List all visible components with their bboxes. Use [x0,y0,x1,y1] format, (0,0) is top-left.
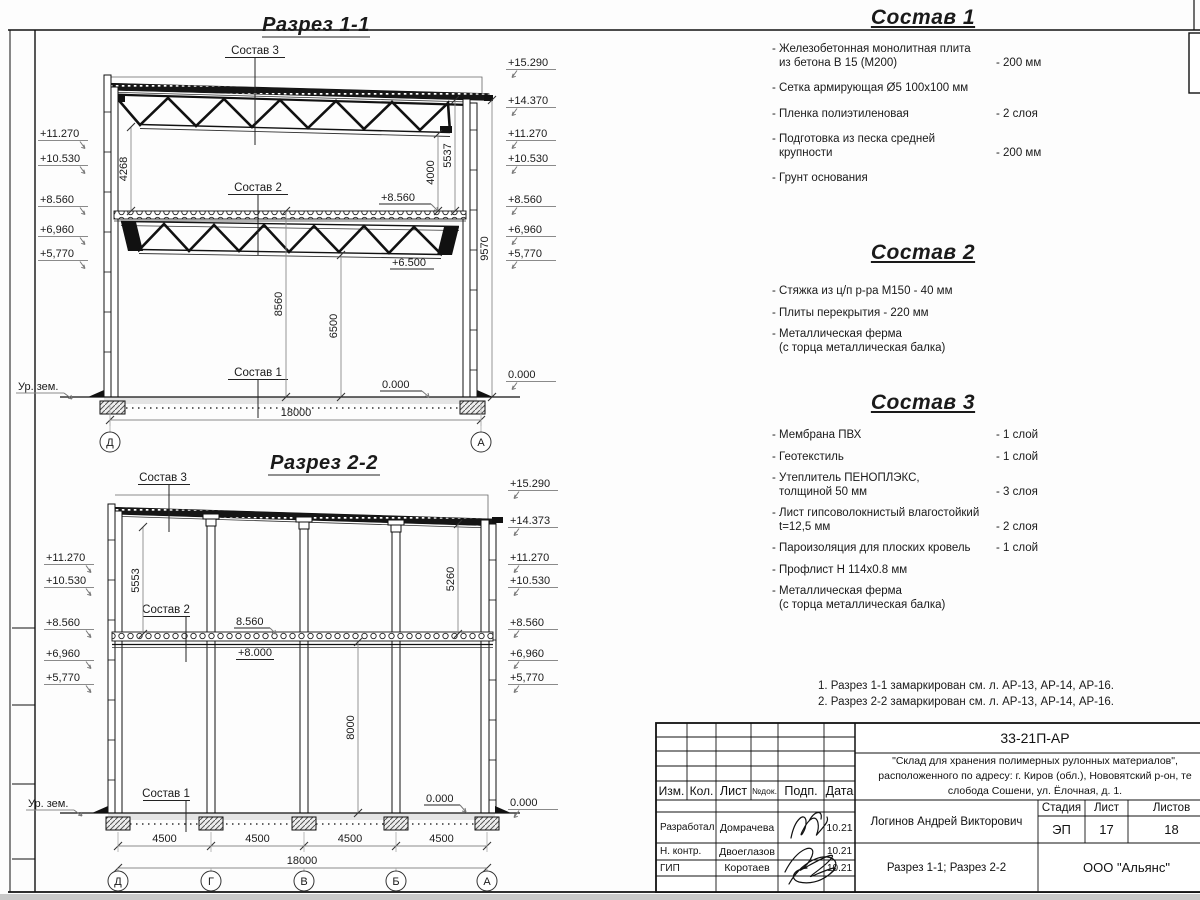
stamp-name: Домрачева [719,821,775,834]
composition-item-line: - Пароизоляция для плоских кровель [772,542,971,554]
elevation-mark: +14.370 [508,95,549,107]
composition-item-value: - 1 слой [996,450,1039,463]
composition-leader-label: Состав 1 [142,788,190,800]
composition-item [772,429,1074,443]
elevation-mark: +5,770 [40,248,74,260]
composition-leader-label: Состав 1 [234,367,282,379]
stamp-role: ГИП [660,862,680,874]
composition-item-line: - Мембрана ПВХ [772,429,862,441]
elevation-mark: +8.560 [508,194,542,206]
stamp-project-line: "Склад для хранения полимерных рулонных материалов", [892,755,1178,767]
section-2-2-structure [60,495,520,830]
composition-item-line: t=12,5 мм [779,520,831,533]
elevation-mark: +15.290 [510,478,551,490]
composition-item-value: - 200 мм [996,146,1042,159]
note-line: 1. Разрез 1-1 замаркирован см. л. АР-13, АР-14, АР-16. [818,680,1114,692]
composition-item [772,133,1074,160]
composition-item-value: - 1 слой [996,429,1039,441]
stamp-date: 10.21 [826,821,853,834]
elevation-mark: +8.560 [510,617,544,629]
composition-list [772,6,1074,198]
dimension-horizontal: 4500 [337,833,363,845]
composition-leader-label: Состав 3 [231,45,279,57]
stamp-sheet-header: Лист [1094,802,1119,814]
composition-item [772,451,1074,465]
elevation-mark: +6,960 [40,224,74,236]
axis-letter: В [300,876,308,888]
dimension-horizontal: 4500 [429,833,454,845]
composition-item-line: - Металлическая ферма [772,585,902,597]
elevation-mark: +14.373 [510,515,551,527]
note-line: 2. Разрез 2-2 замаркирован см. л. АР-13, АР-14, АР-16. [818,695,1114,708]
stamp-stage-value: ЭП [1052,822,1071,837]
elevation-mark: +8.560 [46,617,80,629]
dimension-horizontal: 4500 [245,833,270,845]
composition-item-line: - Утеплитель ПЕНОПЛЭКС, [772,472,920,484]
stamp-role: Разработал [660,822,715,833]
stamp-sheets-total: 18 [1164,822,1179,837]
composition-item [772,82,1074,96]
composition-leader-label: Состав 2 [234,182,282,194]
composition-item-line: - Подготовка из песка средней [772,133,936,145]
elevation-mark: +6,960 [46,648,80,660]
composition-item [772,472,1074,499]
composition-item-line: - Стяжка из ц/п р-ра М150 - 40 мм [772,285,953,297]
composition-item [772,507,1074,534]
composition-title: Состав 2 [870,241,976,264]
axis-letter: А [483,876,491,888]
stamp-project-line: слобода Сошени, ул. Ёлочная, д. 1. [947,785,1123,797]
section-title: Разрез 1-1 [262,14,370,36]
elevation-mark: +15.290 [508,57,549,69]
composition-item-line: - Железобетонная монолитная плита [772,43,971,55]
elevation-mark: +10.530 [46,575,87,587]
composition-item-line: - Пленка полиэтиленовая [772,107,909,120]
section-1-1-structure [60,75,520,414]
elevation-mark: +10.530 [40,153,81,165]
composition-item-value: - 2 слоя [996,520,1038,533]
elevation-mark: +6,960 [510,648,544,660]
elevation-mark: +5,770 [508,248,542,260]
elevation-mark: +11.270 [40,128,80,140]
elevation-mark: 0.000 [510,797,538,809]
scan-edge [0,894,1200,900]
composition-item-line: - Лист гипсоволокнистый влагостойкий [772,507,980,519]
composition-item-line: (с торца металлическая балка) [779,598,946,611]
stamp-name: Коротаев [724,862,770,874]
level-label: +8.560 [381,192,415,204]
composition-item-line: крупности [779,146,833,159]
level-label: +8.000 [238,647,272,659]
composition-item [772,285,1074,299]
elevation-mark: +5,770 [46,672,80,684]
dimension-vertical: 8560 [273,291,285,317]
stamp-date: 10.21 [826,862,853,874]
stamp-header-ndok: №док. [752,785,777,796]
composition-item-value: - 3 слоя [996,485,1038,498]
level-label: 0.000 [382,379,410,391]
composition-item-value: - 1 слой [996,542,1039,554]
elevation-mark: +6,960 [508,224,542,236]
composition-list [772,241,1074,363]
stamp-author: Логинов Андрей Викторович [870,815,1023,828]
stamp-sheets-header: Листов [1152,802,1191,814]
stamp-sheet-title: Разрез 1-1; Разрез 2-2 [886,861,1007,874]
axis-letter: Д [106,437,114,449]
composition-item-value: - 2 слоя [996,107,1038,120]
composition-item-line: - Грунт основания [772,172,868,184]
composition-leader-label: Состав 3 [139,472,187,484]
composition-item-line: толщиной 50 мм [779,485,868,498]
dimension-vertical: 4268 [118,156,130,182]
composition-item [772,564,1074,578]
stamp-sheet-number: 17 [1099,822,1114,837]
elevation-mark: +10.530 [508,153,549,165]
composition-item [772,43,1074,70]
corner-stamp-box [1189,33,1200,93]
composition-item-line: из бетона В 15 (М200) [779,56,898,69]
composition-item [772,328,1074,355]
level-label: 8.560 [236,616,264,628]
composition-list [772,391,1074,620]
section-title: Разрез 2-2 [270,452,378,474]
elevation-mark: +5,770 [510,672,544,684]
stamp-company: ООО "Альянс" [1083,860,1170,875]
level-label: +6.500 [392,257,426,269]
dimension-vertical: 5537 [442,143,454,168]
stamp-name: Двоеглазов [719,845,775,858]
stamp-project-description [857,753,1200,800]
dimension-vertical: 8000 [345,715,357,740]
composition-item [772,307,1074,321]
composition-item-line: - Профлист Н 114х0.8 мм [772,563,908,576]
stamp-date: 10.21 [826,846,853,857]
axis-letter: Д [114,876,122,888]
stamp-project-line: расположенного по адресу: г. Киров (обл.), Нововятский р-он, те [878,770,1192,782]
dimension-vertical: 4000 [425,160,437,185]
composition-item-line: - Геотекстиль [772,450,844,463]
composition-item [772,108,1074,122]
ground-level-label: Ур. зем. [18,381,59,393]
axis-letter: Г [208,876,214,888]
composition-item [772,542,1074,556]
composition-title: Состав 3 [870,391,976,414]
dimension-vertical: 5553 [130,568,142,593]
dimension-horizontal: 4500 [152,833,177,845]
elevation-mark: +11.270 [510,552,550,564]
composition-item-line: - Металлическая ферма [772,328,902,340]
stamp-header-data: Дата [825,783,854,798]
composition-item [772,585,1074,612]
composition-item-line: - Плиты перекрытия - 220 мм [772,306,929,319]
composition-item-value: - 200 мм [996,56,1042,69]
notes [818,679,1114,710]
axis-letter: Б [392,876,400,888]
composition-title: Состав 1 [870,6,976,29]
composition-item-line: (с торца металлическая балка) [779,341,946,354]
stamp-role: Н. контр. [660,846,702,857]
axis-letter: А [477,437,485,449]
dimension-total: 18000 [286,855,318,867]
dimension-vertical: 9570 [479,236,491,261]
composition-leader-label: Состав 2 [142,604,190,616]
level-label: 0.000 [426,793,454,805]
stamp-header-kol: Кол. [689,783,714,798]
elevation-mark: +11.270 [508,128,548,140]
stamp-header-podp: Подп. [784,783,818,798]
elevation-mark: 0.000 [508,369,536,381]
dimension-vertical: 6500 [328,313,340,339]
composition-item [772,172,1074,186]
stamp-doc-code: 33-21П-АР [1000,730,1070,746]
elevation-mark: +10.530 [510,575,551,587]
elevation-mark: +8.560 [40,194,74,206]
dimension-total: 18000 [280,407,312,419]
elevation-mark: +11.270 [46,552,86,564]
ground-level-label: Ур. зем. [28,798,69,810]
stamp-stage-header: Стадия [1041,802,1082,814]
stamp-header-izm: Изм. [658,783,685,798]
dimension-vertical: 5260 [445,566,457,592]
composition-item-line: - Сетка армирующая Ø5 100х100 мм [772,82,969,94]
stamp-header-list: Лист [719,783,748,798]
